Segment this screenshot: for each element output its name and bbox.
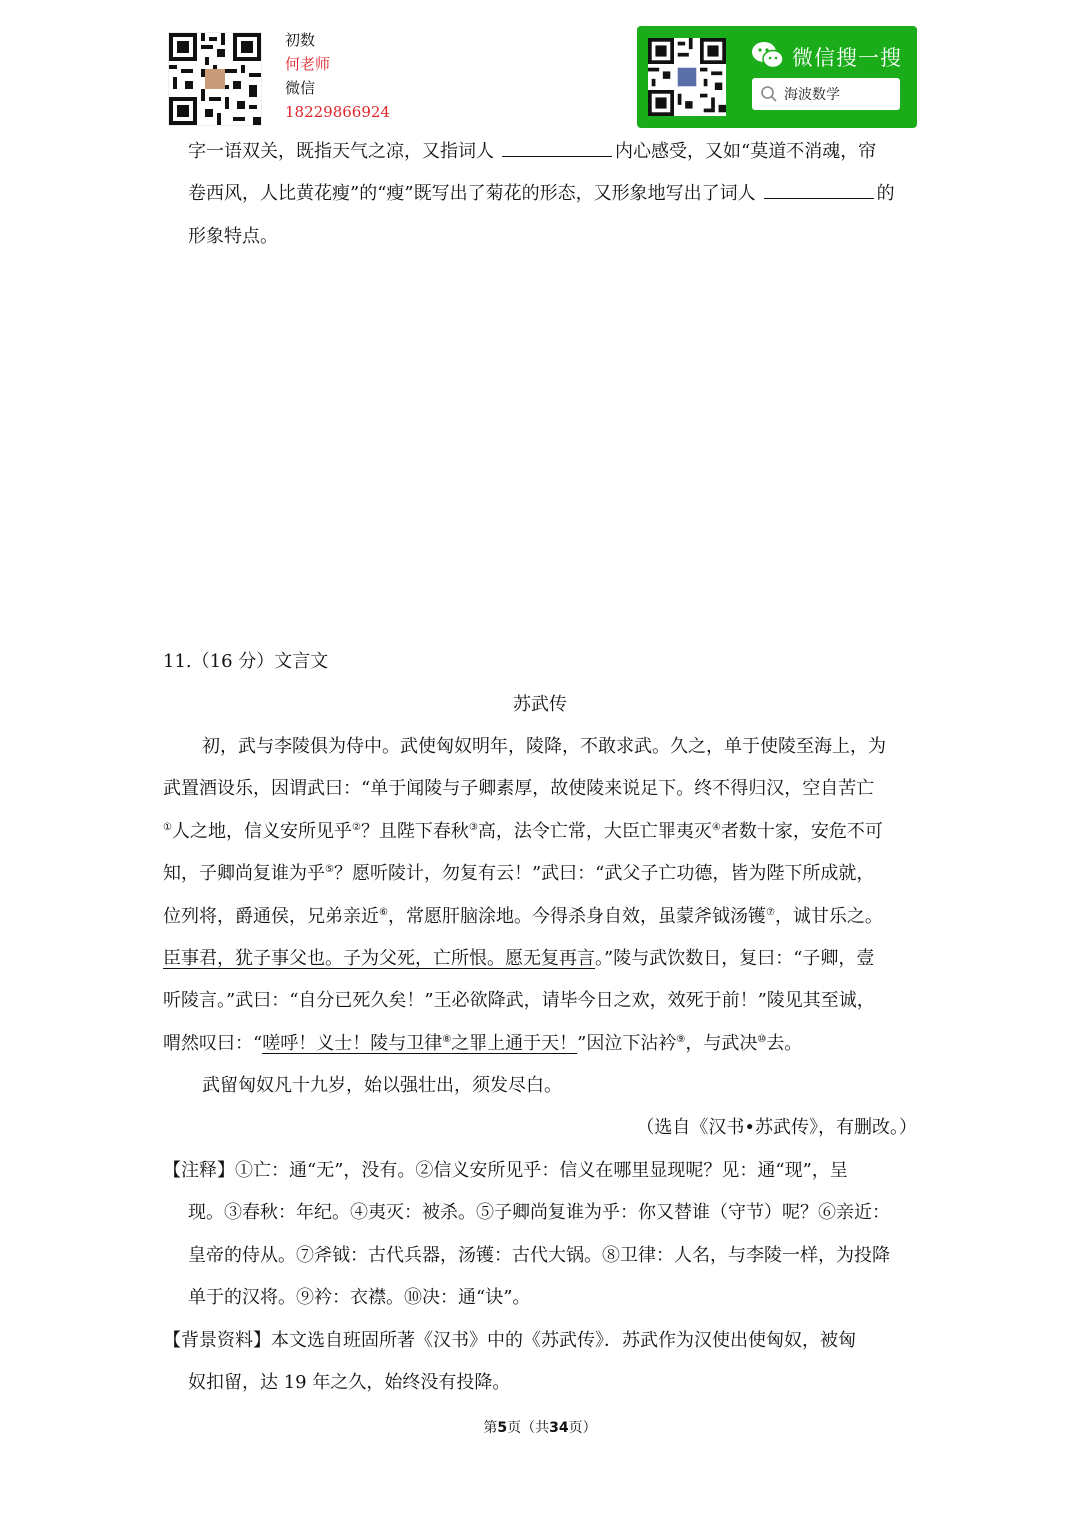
text-span: 的 <box>876 183 895 204</box>
contact-phone: 18229866924 <box>285 103 390 121</box>
wechat-logo-icon <box>751 40 785 70</box>
text-span: 卷西风，人比黄花瘦”的“瘦”既写出了菊花的形态，又形象地写出了词人 <box>188 183 756 204</box>
passage-line-3 <box>163 811 883 853</box>
question-heading: 11.（16 分）文言文 <box>163 651 329 672</box>
top-paragraph-line-3: 形象特点。 <box>188 226 278 247</box>
text-span: 人之地，信义安所见乎 <box>171 821 352 842</box>
footnote-mark: ⑨ <box>676 1034 686 1045</box>
text-span: ”因泣下沾衿 <box>577 1033 677 1054</box>
passage-line-1: 初，武与李陵俱为侍中。武使匈奴明年，陵降，不敢求武。久之，单于使陵至海上，为 <box>202 736 886 757</box>
text-span: 页（共 <box>507 1420 550 1436</box>
wechat-search-query: 海波数学 <box>784 87 840 103</box>
footnote-mark: ⑥ <box>379 907 388 918</box>
background-line-1: 【背景资料】本文选自班固所著《汉书》中的《苏武传》．苏武作为汉使出使匈奴，被匈 <box>163 1330 856 1351</box>
text-span: 内心感受，又如“莫道不消魂，帘 <box>615 141 877 162</box>
notes-line-1: 【注释】①亡：通“无”，没有。②信义安所见乎：信义在哪里显现呢？见：通“现”，呈 <box>163 1160 848 1181</box>
footnote-mark: ⑤ <box>325 864 334 875</box>
footnote-mark: ⑦ <box>765 907 775 918</box>
top-paragraph-line-2 <box>188 173 895 215</box>
text-span: 嗟呼！义士！陵与卫律 <box>262 1033 443 1054</box>
notes-line-3: 皇帝的侍从。⑦斧钺：古代兵器，汤镬：古代大锅。⑧卫律：人名，与李陵一样，为投降 <box>188 1245 890 1266</box>
text-span: 字一语双关，既指天气之凉，又指词人 <box>188 141 494 162</box>
background-line-2: 奴扣留，达 19 年之久，始终没有投降。 <box>188 1372 511 1393</box>
notes-line-2: 现。③春秋：年纪。④夷灭：被杀。⑤子卿尚复谁为乎：你又替谁（守节）呢？⑥亲近： <box>188 1202 890 1223</box>
text-span: 去。 <box>766 1033 803 1054</box>
page-footer <box>0 1417 1080 1437</box>
text-span: 第 <box>483 1420 498 1436</box>
footnote-mark: ① <box>163 822 172 833</box>
text-span: ，常愿肝脑涂地。今得杀身自效，虽蒙斧钺汤镬 <box>387 906 766 927</box>
text-span: 高，法令亡常，大臣亡罪夷灭 <box>477 821 712 842</box>
text-span: 位列将，爵通侯，兄弟亲近 <box>163 906 379 927</box>
text-span: 喟然叹曰：“ <box>163 1033 263 1054</box>
passage-line-7: 听陵言。”武曰：“自分已死久矣！”王必欲降武，请毕今日之欢，效死于前！”陵见其至诚， <box>163 990 875 1011</box>
text-span: 者数十家，安危不可 <box>720 821 883 842</box>
contact-wechat-label: 微信 <box>285 79 316 97</box>
text-span: ，与武决 <box>685 1033 758 1054</box>
footnote-mark: ③ <box>468 822 478 833</box>
text-span: 。”陵与武饮数日，复曰：“子卿，壹 <box>595 948 875 969</box>
passage-source: （选自《汉书•苏武传》，有删改。） <box>636 1117 917 1138</box>
answer-blank-1[interactable] <box>502 138 612 157</box>
text-span: ，诚甘乐之。 <box>774 906 883 927</box>
passage-line-5 <box>163 896 883 938</box>
wechat-search-title: 微信搜一搜 <box>792 46 902 70</box>
footnote-mark: ⑩ <box>757 1034 767 1045</box>
underlined-sentence-1: 臣事君，犹子事父也。子为父死，亡所恨。愿无复再言 <box>163 948 595 969</box>
search-icon <box>760 85 778 103</box>
footnote-mark: ⑧ <box>442 1034 452 1045</box>
footnote-mark: ④ <box>711 822 721 833</box>
page-number: 5 <box>497 1420 508 1436</box>
contact-teacher: 何老师 <box>285 55 331 73</box>
qr-code-left <box>168 32 262 126</box>
wechat-search-box[interactable] <box>752 78 900 110</box>
underlined-sentence-2 <box>262 1033 577 1054</box>
passage-line-8 <box>163 1023 802 1065</box>
answer-blank-2[interactable] <box>764 180 874 199</box>
top-paragraph-line-1 <box>188 131 876 173</box>
passage-title: 苏武传 <box>513 694 567 715</box>
qr-code-right <box>648 38 726 116</box>
passage-line-6 <box>163 938 874 980</box>
page-total: 34 <box>549 1420 569 1436</box>
text-span: ？愿听陵计，勿复有云！”武曰：“武父子亡功德，皆为陛下所成就， <box>333 863 875 884</box>
wechat-search-banner[interactable] <box>637 26 917 128</box>
contact-subject: 初数 <box>285 31 316 49</box>
passage-line-4 <box>163 853 874 895</box>
footnote-mark: ② <box>351 822 361 833</box>
text-span: ？且陛下春秋 <box>360 821 469 842</box>
passage-line-2: 武置酒设乐，因谓武曰：“单于闻陵与子卿素厚，故使陵来说足下。终不得归汉，空自苦亡 <box>163 778 875 799</box>
notes-line-4: 单于的汉将。⑨衿：衣襟。⑩决：通“诀”。 <box>188 1287 531 1308</box>
text-span: 知，子卿尚复谁为乎 <box>163 863 325 884</box>
contact-block <box>285 28 390 124</box>
text-span: 页） <box>568 1420 597 1436</box>
text-span: 之罪上通于天！ <box>451 1033 578 1054</box>
passage-line-9: 武留匈奴凡十九岁，始以强壮出，须发尽白。 <box>202 1075 562 1096</box>
